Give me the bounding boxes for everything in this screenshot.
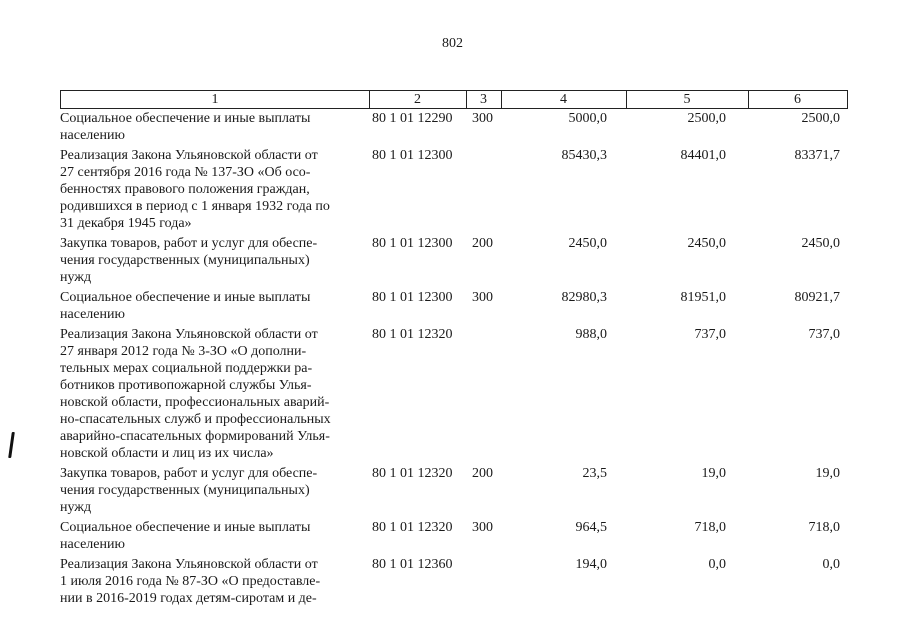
row-value-2018: 84401,0 [680,148,726,163]
table-row [60,235,848,286]
table-row [60,465,848,516]
row-code: 80 1 01 12320 [372,466,453,481]
table-row [60,147,848,232]
table-row [60,519,848,553]
row-code: 80 1 01 12300 [372,236,453,251]
row-value-2018: 718,0 [694,520,726,535]
row-type: 300 [472,520,493,535]
row-code: 80 1 01 12320 [372,520,453,535]
row-name: Реализация Закона Ульяновской области от 27 сентября 2016 года № 137-ЗО «Об осо- бенностях правового положения граждан, родившихся в период с 1 января 1932 года по 31 декабря 1945 года» [60,148,330,231]
row-value-2017: 2450,0 [568,236,607,251]
row-value-2017: 5000,0 [568,111,607,126]
row-value-2017: 194,0 [575,557,607,572]
row-value-2018: 2500,0 [687,111,726,126]
table-row [60,110,848,144]
header-col-4: 4 [560,92,567,107]
row-value-2019: 718,0 [808,520,840,535]
row-name: Социальное обеспечение и иные выплаты населению [60,111,311,143]
row-code: 80 1 01 12320 [372,327,453,342]
header-col-1: 1 [211,92,219,107]
table-body [60,110,848,607]
row-name: Реализация Закона Ульяновской области от 1 июля 2016 года № 87-ЗО «О предоставле- нии в 2016-2019 годах детям-сиротам и де- [60,557,321,606]
row-value-2017: 988,0 [575,327,607,342]
header-col-2: 2 [414,92,421,107]
scan-mark [8,432,15,458]
row-value-2019: 737,0 [808,327,840,342]
row-value-2019: 19,0 [815,466,840,481]
budget-table [60,90,848,607]
row-value-2018: 737,0 [694,327,726,342]
row-value-2018: 81951,0 [680,290,726,305]
table-row [60,289,848,323]
row-value-2019: 0,0 [822,557,840,572]
row-code: 80 1 01 12300 [372,148,453,163]
row-value-2017: 964,5 [575,520,607,535]
row-code: 80 1 01 12290 [372,111,453,126]
header-col-6: 6 [794,92,801,107]
table-row [60,556,848,607]
row-value-2019: 2500,0 [801,111,840,126]
row-value-2018: 0,0 [708,557,726,572]
row-value-2017: 82980,3 [561,290,607,305]
row-type: 200 [472,236,493,251]
row-name: Реализация Закона Ульяновской области от 27 января 2012 года № 3-ЗО «О дополни- тельных мерах социальной поддержки ра- ботников противопожарной службы Улья- новской области, профессиональных аварий- но-спасательных служб и профессиональных аварийно-спасательных формирований Улья- новской области и лиц из их числа» [60,327,331,461]
row-value-2017: 85430,3 [561,148,607,163]
row-value-2019: 83371,7 [794,148,840,163]
row-name: Закупка товаров, работ и услуг для обеспе- чения государственных (муниципальных) нужд [60,466,318,515]
row-name: Закупка товаров, работ и услуг для обеспе- чения государственных (муниципальных) нужд [60,236,318,285]
header-col-5: 5 [683,92,691,107]
row-value-2019: 80921,7 [794,290,840,305]
row-value-2018: 2450,0 [687,236,726,251]
row-code: 80 1 01 12360 [372,557,453,572]
header-col-3: 3 [480,92,487,107]
row-type: 200 [472,466,493,481]
row-code: 80 1 01 12300 [372,290,453,305]
row-value-2019: 2450,0 [801,236,840,251]
row-name: Социальное обеспечение и иные выплаты населению [60,290,311,322]
row-name: Социальное обеспечение и иные выплаты населению [60,520,311,552]
row-value-2017: 23,5 [582,466,607,481]
row-type: 300 [472,290,493,305]
table-header [60,90,848,109]
row-value-2018: 19,0 [701,466,726,481]
table-row [60,326,848,462]
page-number: 802 [442,36,463,51]
row-type: 300 [472,111,493,126]
